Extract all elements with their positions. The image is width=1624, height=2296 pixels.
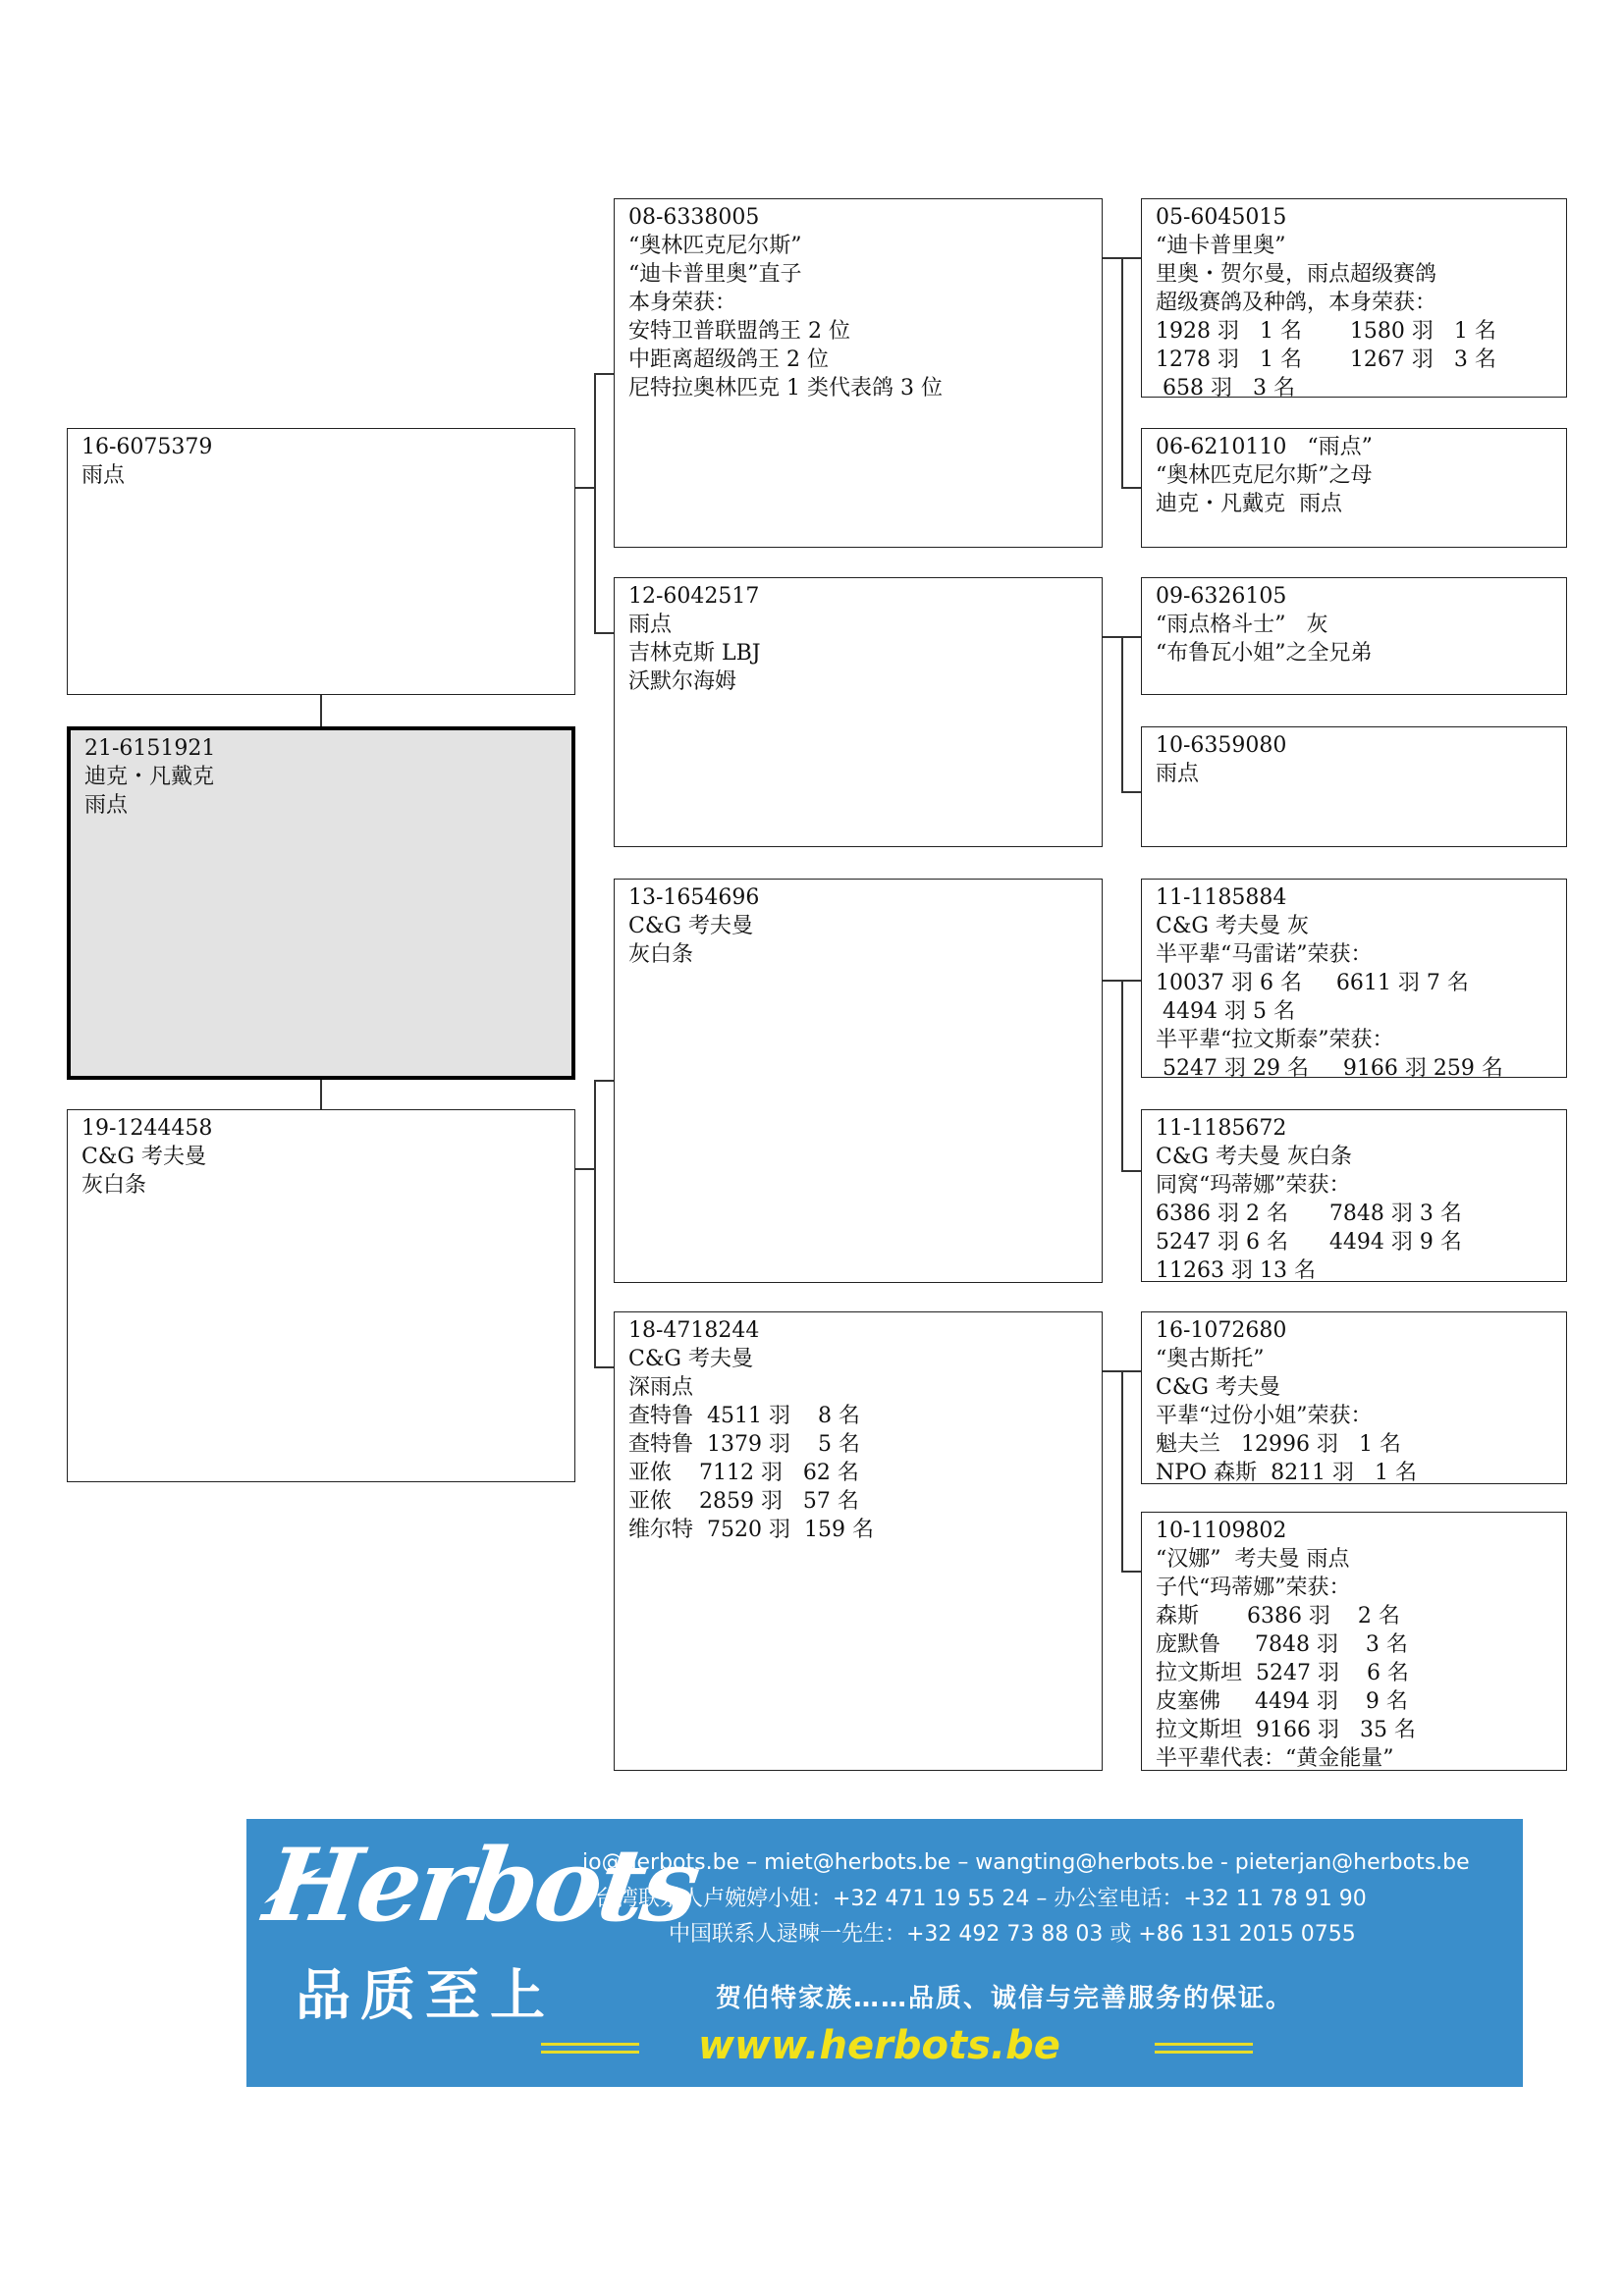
gen3-box-5 xyxy=(1141,879,1567,1081)
result-line: 亚侬 2859 羽 57 名 xyxy=(628,1489,859,1514)
taiwan-contact: 台湾联系人卢婉婷小姐：+32 471 19 55 24 – 办公室电话：+32 11 78 91 90 xyxy=(595,1887,1367,1911)
gen3-box-3 xyxy=(1141,577,1567,695)
gen3-box-2 xyxy=(1141,428,1567,548)
ring-number: 10-1109802 xyxy=(1156,1519,1287,1543)
gen3-box-4 xyxy=(1141,726,1567,847)
tagline: 贺伯特家族……品质、诚信与完善服务的保证。 xyxy=(716,1984,1294,2013)
description: 半平辈代表：“黄金能量” xyxy=(1156,1746,1394,1771)
connector-line xyxy=(1121,1370,1141,1372)
description: 灰白条 xyxy=(81,1173,147,1198)
result-line: 4494 羽 5 名 xyxy=(1156,999,1295,1024)
result-line: NPO 森斯 8211 羽 1 名 xyxy=(1156,1461,1418,1485)
gen3-box-1 xyxy=(1141,198,1567,398)
connector-line xyxy=(594,632,614,634)
ring-number: 16-1072680 xyxy=(1156,1318,1287,1343)
herbots-banner xyxy=(246,1819,1523,2087)
description: “雨点格斗士” 灰 xyxy=(1156,613,1328,637)
gen1-dam-box xyxy=(67,1109,575,1482)
description: 迪克・凡戴克 xyxy=(84,765,215,789)
result-line: 皮塞佛 4494 羽 9 名 xyxy=(1156,1689,1408,1714)
description: 尼特拉奥林匹克 1 类代表鸽 3 位 xyxy=(628,376,943,400)
description: 子代“玛蒂娜”荣获： xyxy=(1156,1575,1351,1600)
gen3-box-7 xyxy=(1141,1311,1567,1484)
connector-line xyxy=(320,1080,322,1109)
description: 雨点 xyxy=(628,613,673,637)
result-line: 查特鲁 1379 羽 5 名 xyxy=(628,1432,860,1457)
description: C&G 考夫曼 xyxy=(628,914,753,938)
decor-line xyxy=(541,2043,639,2046)
decor-line xyxy=(1155,2043,1253,2046)
connector-line xyxy=(1103,980,1122,982)
result-line: 6386 羽 2 名 7848 羽 3 名 xyxy=(1156,1201,1462,1226)
ring-number: 21-6151921 xyxy=(84,736,216,761)
ring-number: 11-1185884 xyxy=(1156,885,1287,910)
description: 雨点 xyxy=(84,793,129,818)
description: 深雨点 xyxy=(628,1375,694,1400)
description: 半平辈“马雷诺”荣获： xyxy=(1156,942,1373,967)
description: C&G 考夫曼 灰 xyxy=(1156,914,1309,938)
subject-box xyxy=(67,726,575,1080)
description: 雨点 xyxy=(81,463,126,488)
description: “布鲁瓦小姐”之全兄弟 xyxy=(1156,641,1373,666)
description: C&G 考夫曼 灰白条 xyxy=(1156,1145,1352,1169)
result-line: 11263 羽 13 名 xyxy=(1156,1258,1316,1283)
decor-line xyxy=(541,2051,639,2054)
description: 本身荣获： xyxy=(628,291,737,315)
ring-number: 10-6359080 xyxy=(1156,733,1287,758)
result-line: 魁夫兰 12996 羽 1 名 xyxy=(1156,1432,1401,1457)
ring-number: 12-6042517 xyxy=(628,584,760,609)
description: “奥古斯托” xyxy=(1156,1347,1265,1371)
description: C&G 考夫曼 xyxy=(1156,1375,1280,1400)
gen3-box-8 xyxy=(1141,1512,1567,1771)
connector-line xyxy=(1121,257,1123,487)
connector-line xyxy=(320,695,322,726)
connector-line xyxy=(575,1168,595,1170)
description: “奥林匹克尼尔斯”之母 xyxy=(1156,463,1373,488)
slogan: 品质至上 xyxy=(296,1964,555,2028)
connector-line xyxy=(1121,636,1123,791)
connector-line xyxy=(594,373,596,632)
china-contact: 中国联系人逯暕一先生：+32 492 73 88 03 或 +86 131 2015 0755 xyxy=(669,1922,1356,1947)
gen2-dam-sire-box xyxy=(614,879,1103,1283)
ring-number: 16-6075379 xyxy=(81,435,213,459)
result-line: 5247 羽 29 名 9166 羽 259 名 xyxy=(1156,1056,1503,1081)
connector-line xyxy=(1121,257,1141,259)
connector-line xyxy=(594,1080,614,1082)
result-line: 658 羽 3 名 xyxy=(1156,376,1295,400)
description: 平辈“过份小姐”荣获： xyxy=(1156,1404,1373,1428)
gen3-box-6 xyxy=(1141,1109,1567,1282)
ring-number: 05-6045015 xyxy=(1156,205,1287,230)
herbots-logo: Herbots xyxy=(257,1827,705,1945)
description: 超级赛鸽及种鸽，本身荣获： xyxy=(1156,291,1437,315)
gen1-sire-box xyxy=(67,428,575,695)
result-line: 10037 羽 6 名 6611 羽 7 名 xyxy=(1156,971,1469,995)
description: 半平辈“拉文斯泰”荣获： xyxy=(1156,1028,1394,1052)
description: “迪卡普里奥”直子 xyxy=(628,262,802,287)
ring-number: 08-6338005 xyxy=(628,205,760,230)
description: “迪卡普里奥” xyxy=(1156,234,1286,258)
result-line: 1278 羽 1 名 1267 羽 3 名 xyxy=(1156,347,1496,372)
result-line: 查特鲁 4511 羽 8 名 xyxy=(628,1404,860,1428)
result-line: 亚侬 7112 羽 62 名 xyxy=(628,1461,859,1485)
connector-line xyxy=(1121,1571,1141,1573)
description: 灰白条 xyxy=(628,942,694,967)
ring-number: 18-4718244 xyxy=(628,1318,760,1343)
connector-line xyxy=(1103,257,1122,259)
description: “汉娜” 考夫曼 雨点 xyxy=(1156,1547,1350,1572)
ring-number: 09-6326105 xyxy=(1156,584,1287,609)
description: 迪克・凡戴克 雨点 xyxy=(1156,492,1342,516)
gen2-sire-sire-box xyxy=(614,198,1103,548)
result-line: 森斯 6386 羽 2 名 xyxy=(1156,1604,1400,1629)
connector-line xyxy=(1103,1370,1122,1372)
description: 安特卫普联盟鸽王 2 位 xyxy=(628,319,850,344)
connector-line xyxy=(594,373,614,375)
website-link[interactable]: www.herbots.be xyxy=(698,2023,1060,2068)
description: 中距离超级鸽王 2 位 xyxy=(628,347,829,372)
connector-line xyxy=(1121,487,1141,489)
gen2-dam-dam-box xyxy=(614,1311,1103,1771)
connector-line xyxy=(575,487,595,489)
ring-number: 11-1185672 xyxy=(1156,1116,1287,1141)
decor-line xyxy=(1155,2051,1253,2054)
description: “奥林匹克尼尔斯” xyxy=(628,234,802,258)
connector-line xyxy=(1121,1170,1141,1172)
description: C&G 考夫曼 xyxy=(628,1347,753,1371)
result-line: 拉文斯坦 9166 羽 35 名 xyxy=(1156,1718,1416,1742)
connector-line xyxy=(1121,1370,1123,1571)
result-line: 1928 羽 1 名 1580 羽 1 名 xyxy=(1156,319,1496,344)
connector-line xyxy=(1121,980,1123,1170)
connector-line xyxy=(1103,636,1122,638)
description: 雨点 xyxy=(1156,762,1200,786)
connector-line xyxy=(1121,791,1141,793)
description: 里奥・贺尔曼，雨点超级赛鸽 xyxy=(1156,262,1437,287)
description: 同窝“玛蒂娜”荣获： xyxy=(1156,1173,1351,1198)
ring-number: 19-1244458 xyxy=(81,1116,213,1141)
connector-line xyxy=(594,1080,596,1366)
result-line: 维尔特 7520 羽 159 名 xyxy=(628,1518,874,1542)
ring-number: 06-6210110 “雨点” xyxy=(1156,435,1373,459)
connector-line xyxy=(1121,980,1141,982)
connector-line xyxy=(594,1366,614,1368)
result-line: 庞默鲁 7848 羽 3 名 xyxy=(1156,1632,1408,1657)
result-line: 5247 羽 6 名 4494 羽 9 名 xyxy=(1156,1230,1462,1255)
ring-number: 13-1654696 xyxy=(628,885,760,910)
email-contacts: jo@herbots.be – miet@herbots.be – wangting@herbots.be - pieterjan@herbots.be xyxy=(582,1850,1470,1875)
description: 沃默尔海姆 xyxy=(628,669,737,694)
description: C&G 考夫曼 xyxy=(81,1145,206,1169)
connector-line xyxy=(1121,636,1141,638)
gen2-sire-dam-box xyxy=(614,577,1103,847)
result-line: 拉文斯坦 5247 羽 6 名 xyxy=(1156,1661,1409,1685)
description: 吉林克斯 LBJ xyxy=(628,641,761,666)
